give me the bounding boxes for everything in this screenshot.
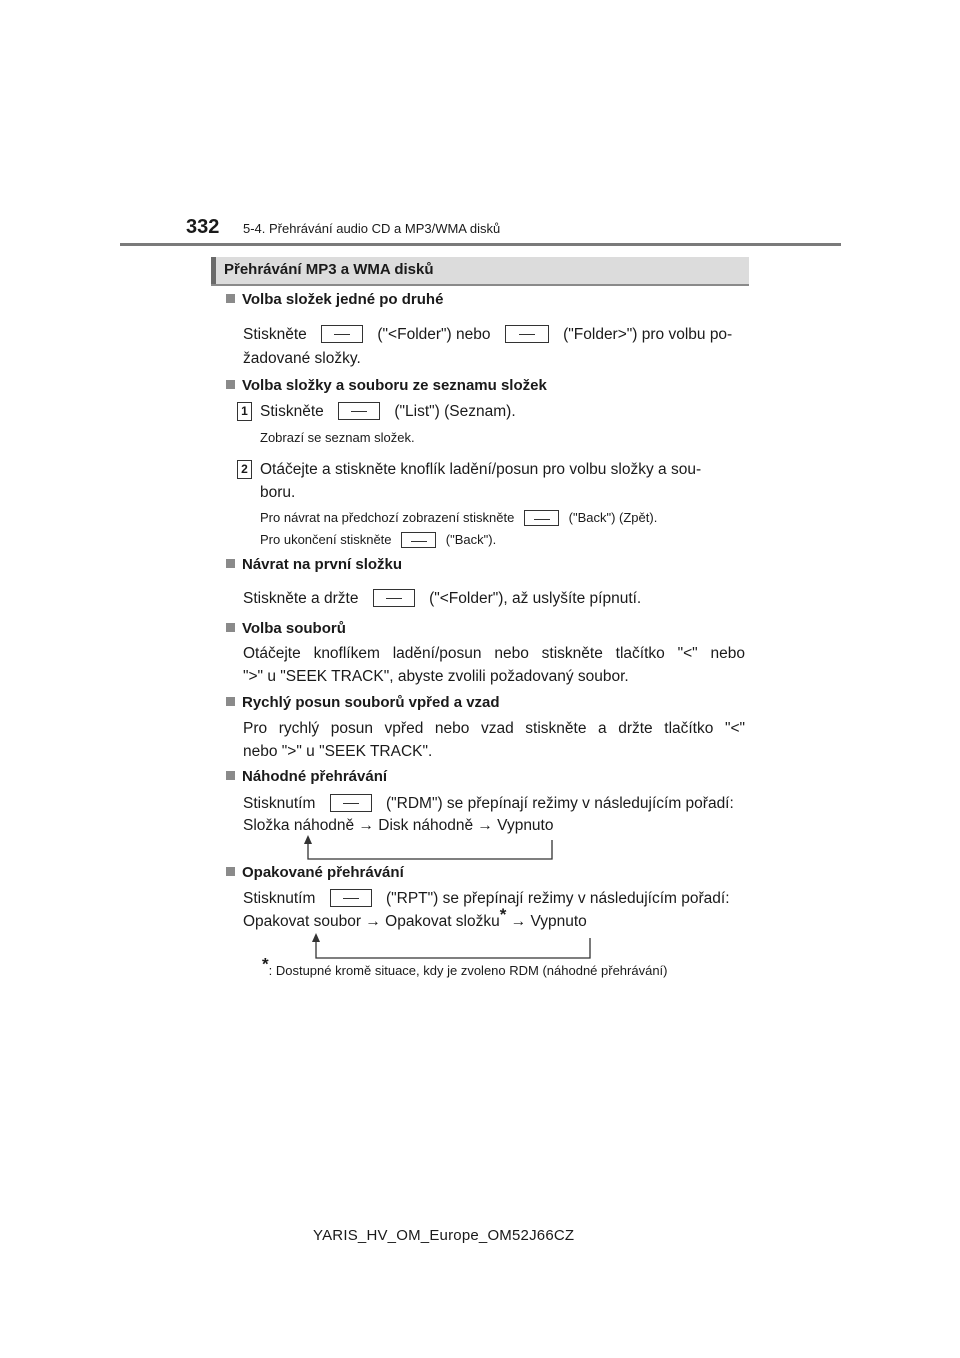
step-1-note: Zobrazí se seznam složek. [260,430,415,445]
random-sequence: Složka náhodně → Disk náhodně → Vypnuto [243,817,554,834]
heading-files: Volba souborů [226,620,346,637]
repeat-text: Stisknutím ("RPT") se přepínají režimy v následujícím pořadí: [243,890,730,907]
heading-folders: Volba složek jedné po druhé [226,291,443,308]
section-accent [211,257,216,284]
bullet-square-icon [226,771,235,780]
step-2-text: Otáčejte a stiskněte knoflík ladění/posun pro volbu složky a sou- [260,461,702,478]
first-folder-text: Stiskněte a držte ("<Folder"), až uslyšíte pípnutí. [243,590,642,607]
random-text: Stisknutím ("RDM") se přepínají režimy v následujícím pořadí: [243,795,734,812]
bullet-square-icon [226,697,235,706]
heading-repeat: Opakované přehrávání [226,864,404,881]
rdm-button-icon [330,794,372,812]
rpt-button-icon [330,889,372,907]
repeat-sequence: Opakovat soubor → Opakovat složku* → Vypnuto [243,904,587,930]
fast-text: Pro rychlý posun vpřed nebo vzad stiskněte a držte tlačítko "<" [243,720,745,737]
files-text-cont: ">" u "SEEK TRACK", abyste zvolili požadovaný soubor. [243,668,629,685]
repeat-loop-arrow-icon [306,932,596,962]
bullet-square-icon [226,623,235,632]
bullet-square-icon [226,867,235,876]
footnote: *: Dostupné kromě situace, kdy je zvoleno RDM (náhodné přehrávání) [262,954,668,978]
page-number: 332 [186,216,220,238]
step-2-text-cont: boru. [260,484,296,501]
heading-fast: Rychlý posun souborů vpřed a vzad [226,694,500,711]
back-button-icon [524,510,559,526]
folders-text: Stiskněte ("<Folder") nebo ("Folder>") pro volbu po- [243,326,733,343]
heading-random: Náhodné přehrávání [226,768,387,785]
back-note: Pro návrat na předchozí zobrazení stiskněte ("Back") (Zpět). [260,510,658,525]
files-text: Otáčejte knoflíkem ladění/posun nebo stiskněte tlačítko "<" nebo [243,645,745,662]
bullet-square-icon [226,559,235,568]
bullet-square-icon [226,294,235,303]
folders-text-cont: žadované složky. [243,350,361,367]
document-footer: YARIS_HV_OM_Europe_OM52J66CZ [313,1227,575,1244]
heading-list: Volba složky a souboru ze seznamu složek [226,377,547,394]
fast-text-cont: nebo ">" u "SEEK TRACK". [243,743,433,760]
section-title-bar [211,257,749,286]
section-title: Přehrávání MP3 a WMA disků [224,261,434,278]
list-button-icon [338,402,380,420]
folder-prev-button-icon [321,325,363,343]
heading-first-folder: Návrat na první složku [226,556,402,573]
breadcrumb: 5-4. Přehrávání audio CD a MP3/WMA disků [243,221,501,236]
step-2-marker: 2 [237,460,252,479]
random-loop-arrow-icon [296,834,556,864]
header-rule [120,243,841,246]
step-1-text: Stiskněte ("List") (Seznam). [260,403,516,420]
step-1-marker: 1 [237,402,252,421]
back-button-icon [401,532,436,548]
bullet-square-icon [226,380,235,389]
folder-prev-button-icon [373,589,415,607]
folder-next-button-icon [505,325,549,343]
exit-note: Pro ukončení stiskněte ("Back"). [260,532,497,547]
